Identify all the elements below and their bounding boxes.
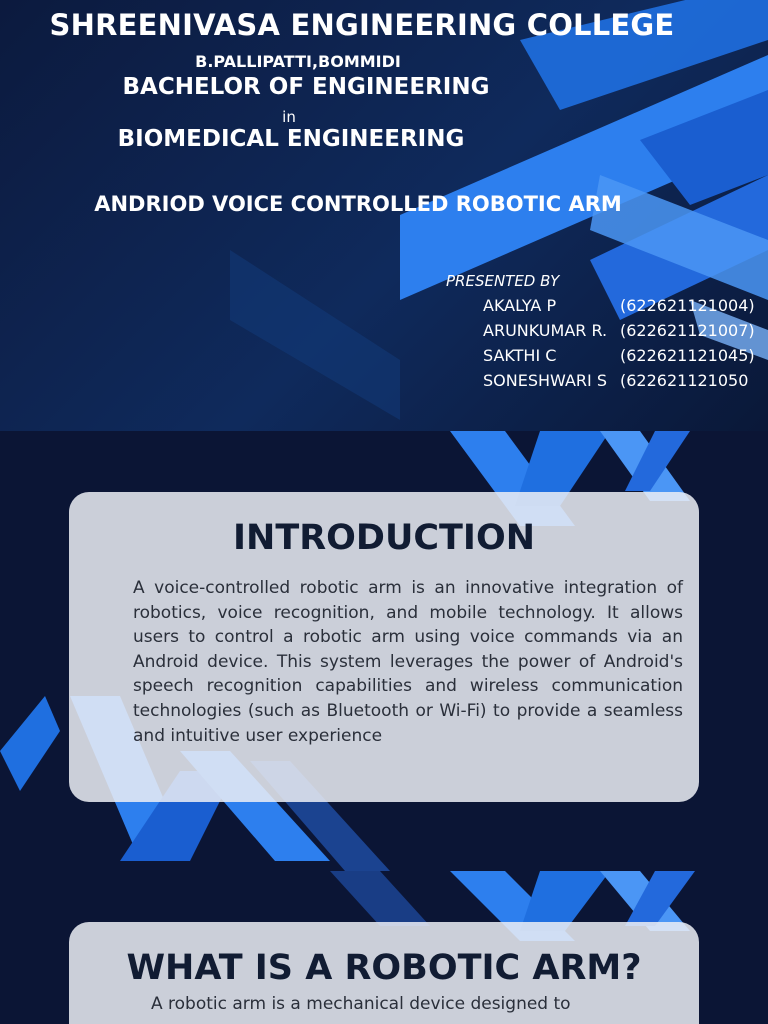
member-name: SONESHWARI S [483,371,607,390]
department-title: BIOMEDICAL ENGINEERING [117,126,465,152]
robotic-arm-title: WHAT IS A ROBOTIC ARM? [126,948,642,988]
presented-by-label: PRESENTED BY [446,272,560,290]
college-name: SHREENIVASA ENGINEERING COLLEGE [49,8,675,42]
member-row [483,321,755,340]
member-name: AKALYA P [483,296,557,315]
in-connector: in [282,108,296,126]
member-id: (622621121007) [620,321,755,340]
member-row [483,371,749,390]
member-name: ARUNKUMAR R. [483,321,608,340]
member-name: SAKTHI C [483,346,557,365]
robotic-arm-card [69,922,699,1024]
member-row [483,296,755,315]
introduction-body: A voice-controlled robotic arm is an innovative integration of robotics, voice recognition, and mobile technology. It allows users to control a robotic arm using voice commands via an Android device. This system leverages the power of Android's speech recognition capabilities and wireless communication technologies (such as Bluetooth or Wi-Fi) to provide a seamless and intuitive user experience [133,578,683,746]
member-id: (622621121050 [620,371,749,390]
project-title: ANDRIOD VOICE CONTROLLED ROBOTIC ARM [94,192,622,216]
introduction-title: INTRODUCTION [233,518,535,558]
robotic-arm-slide [0,871,768,1024]
robotic-arm-body: A robotic arm is a mechanical device designed to [151,994,571,1014]
introduction-card [69,492,699,802]
member-row [483,346,755,365]
degree-title: BACHELOR OF ENGINEERING [122,74,490,100]
college-location: B.PALLIPATTI,BOMMIDI [195,52,401,71]
member-id: (622621121045) [620,346,755,365]
introduction-slide [0,431,768,871]
member-id: (622621121004) [620,296,755,315]
cover-slide [0,0,768,431]
